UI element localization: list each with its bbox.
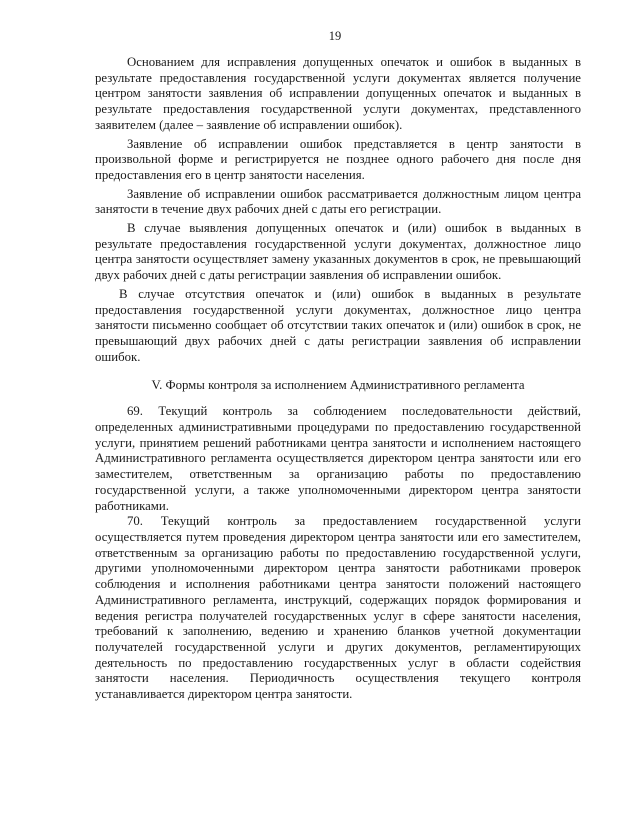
paragraph-errors-found: В случае выявления допущенных опечаток и (или) ошибок в выданных в результате предоставления государственной услуги документах, должностное лицо центра занятости осуществляет замену указанных документов в срок, не превышающий двух рабочих дней с даты регистрации заявления об исправлении ошибок.: [95, 221, 581, 283]
paragraph-70: 70. Текущий контроль за предоставлением государственной услуги осуществляется путем проведения директором центра занятости или его заместителем, ответственным за организацию работы по предоставлению государственной услуги, другими уполномоченными директором центра занятости работниками проверок соблюдения и исполнения работниками центра занятости положений настоящего Административного регламента, инструкций, содержащих порядок формирования и ведения регистра получателей государственных услуг в сфере занятости населения, требований к заполнению, ведению и хранению бланков учетной документации получателей государственной услуги и других документов, регламентирующих деятельность по предоставлению государственных услуг в области содействия занятости населения. Периодичность осуществления текущего контроля устанавливается директором центра занятости.: [95, 514, 581, 702]
page-number: 19: [328, 29, 342, 43]
paragraph-correction-application: Заявление об исправлении ошибок представляется в центр занятости в произвольной форме и регистрируется не позднее одного рабочего дня после дня предоставления его в центр занятости населения.: [95, 136, 581, 182]
paragraph-errors-absent: В случае отсутствия опечаток и (или) ошибок в выданных в результате предоставления государственной услуги документах, должностное лицо центра занятости письменно сообщает об отсутствии таких опечаток и (или) ошибок в срок, не превышающий двух рабочих дней с даты регистрации заявления об исправлении ошибок.: [95, 286, 581, 364]
paragraph-correction-review: Заявление об исправлении ошибок рассматривается должностным лицом центра занятости в течение двух рабочих дней с даты его регистрации.: [95, 186, 581, 217]
paragraph-69: 69. Текущий контроль за соблюдением последовательности действий, определенных административными процедурами по предоставлению государственной услуги, принятием решений работниками центра занятости и исполнением настоящего Административного регламента осуществляется директором центра занятости или его заместителем, ответственным за организацию работы по предоставлению государственной услуги, а также уполномоченными директором центра занятости работниками.: [95, 404, 581, 513]
section-heading: V. Формы контроля за исполнением Административного регламента: [151, 378, 525, 393]
document-page: [95, 28, 581, 703]
paragraph-correction-basis: Основанием для исправления допущенных опечаток и ошибок в выданных в результате предоставления государственной услуги документах является получение центром занятости заявления об исправлении допущенных опечаток и выданных в результате предоставления государственной услуги документах, представленного заявителем (далее – заявление об исправлении ошибок).: [95, 55, 581, 132]
